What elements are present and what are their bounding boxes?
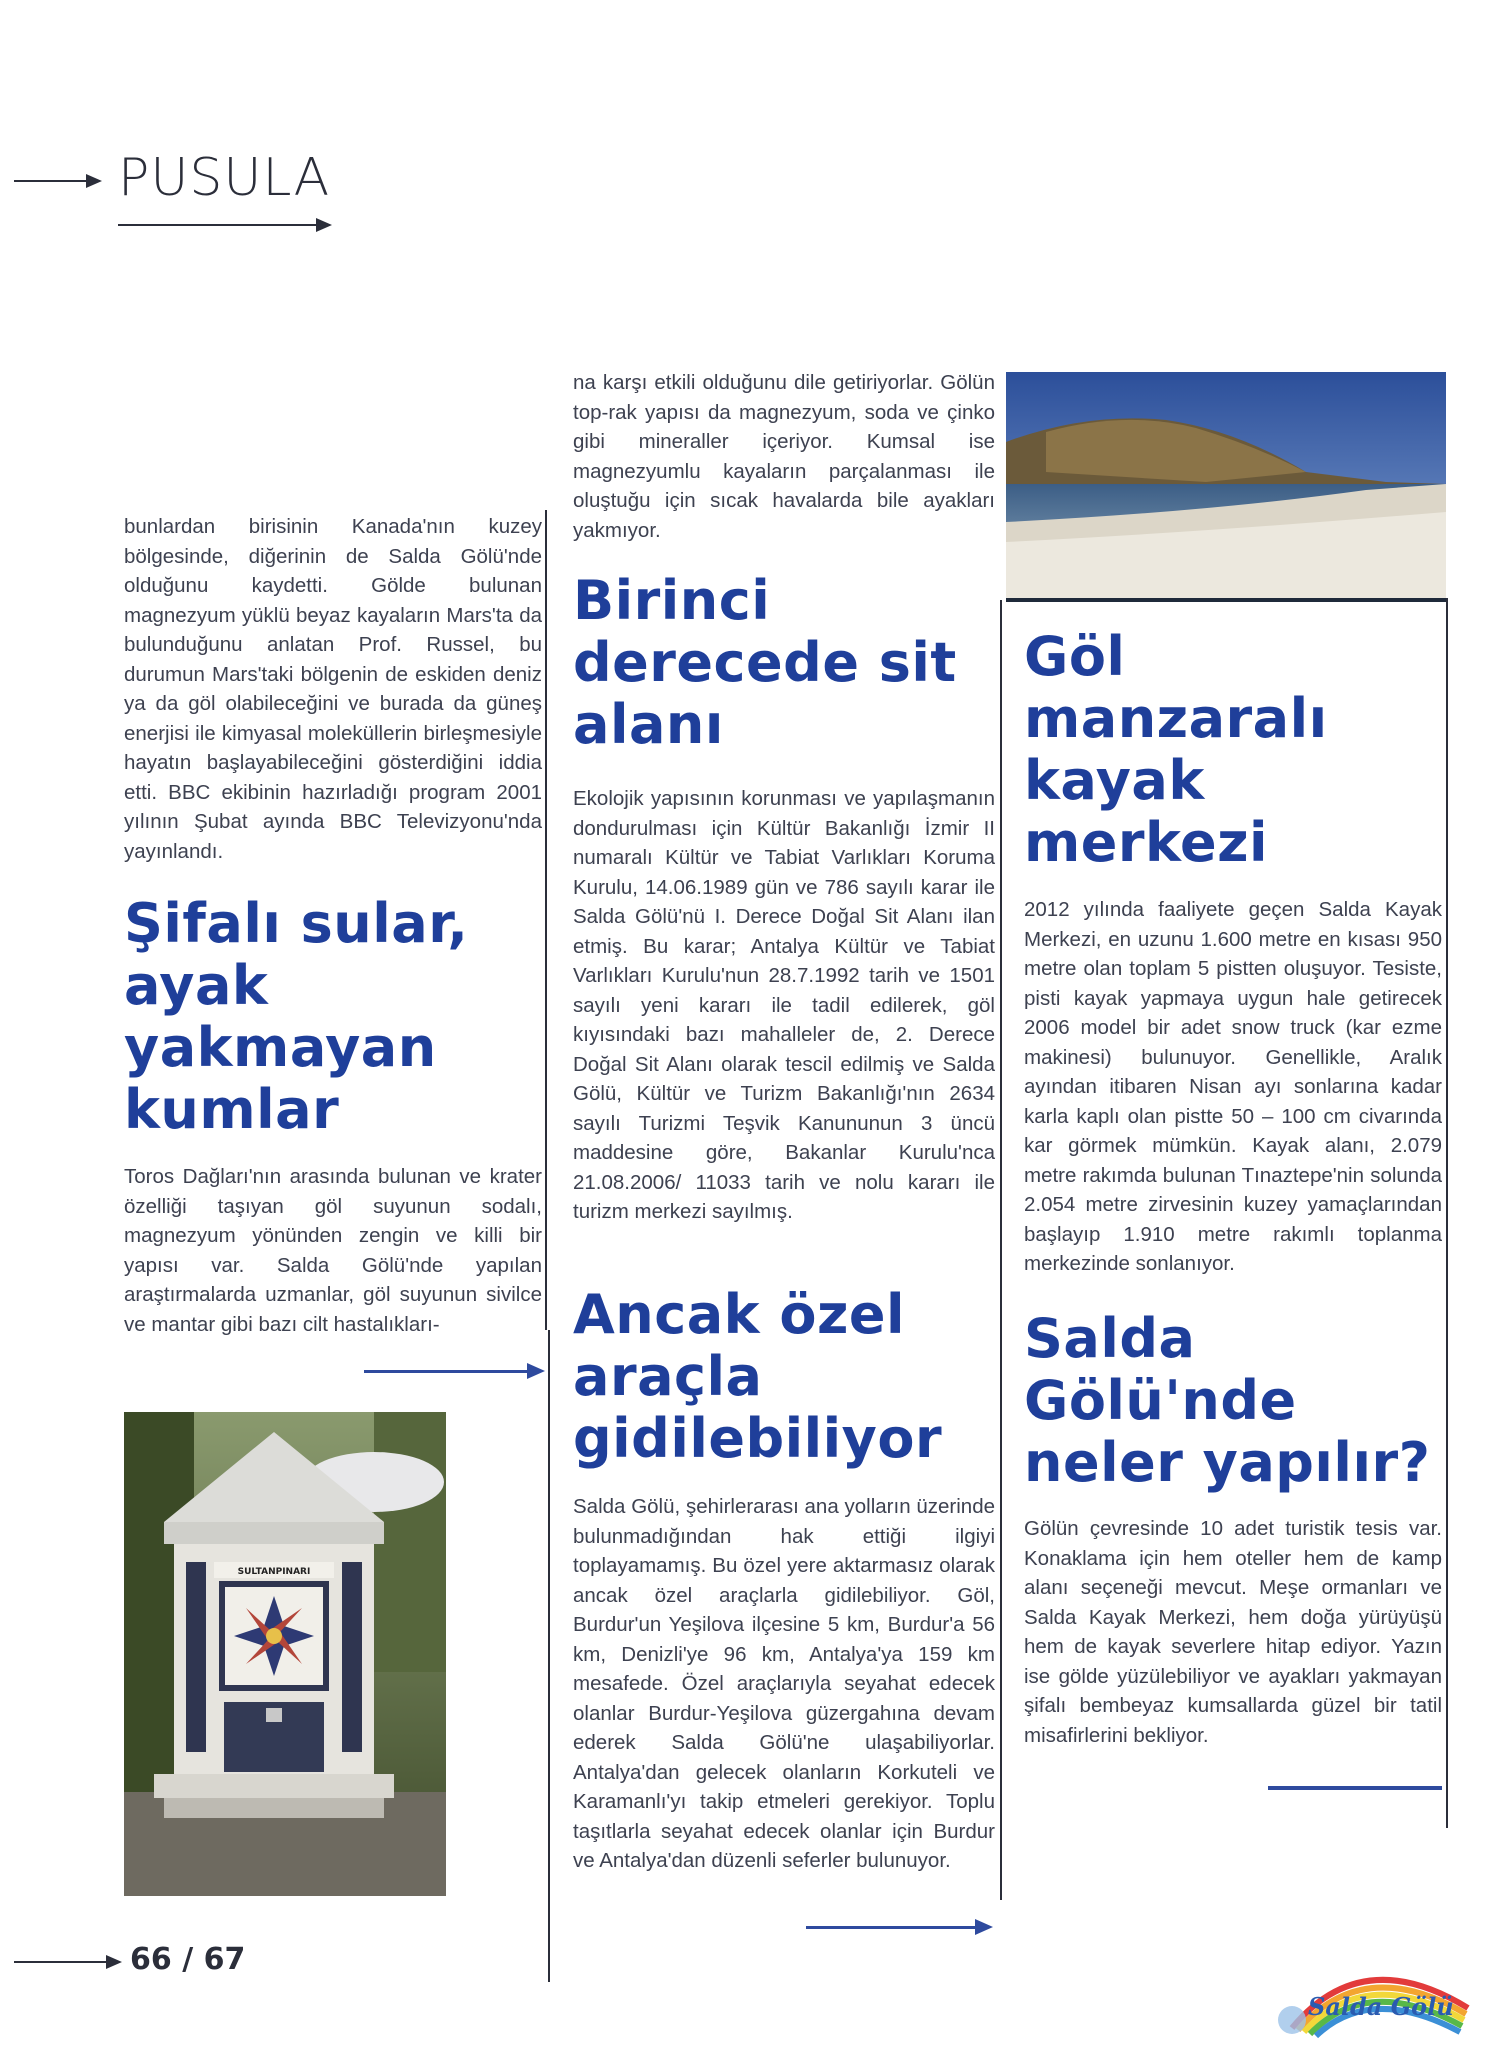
column3-paragraph1: 2012 yılında faaliyete geçen Salda Kayak Merkezi, en uzunu 1.600 metre en kısası 950 metre olan toplam 5 pistten oluşuyor. Tesiste, pisti kayak yapmaya uygun hale getirecek 2006 model bir adet snow truck (kar ezme makinesi) bulunuyor. Genellikle, Aralık ayından itibaren Nisan ayı sonlarına kadar karla kaplı olan pistte 50 – 100 cm civarında kar görmek mümkün. Kayak alanı, 2.079 metre rakımda bulunan Tınaztepe'nin solunda 2.054 metre zirvesinin kuzey yamaçlarından başlayıp 1.910 metre rakımlı toplanma merkezinde sonlanıyor. (1024, 898, 1442, 1275)
logo-text: Salda Gölü (1308, 1992, 1454, 2021)
column2-heading2: Ancak özel araçla gidilebiliyor (573, 1283, 943, 1470)
footer-arrow-line (14, 1961, 108, 1963)
fountain-sign-text: SULTANPINARI (237, 1567, 311, 1577)
column3-end-rule (1268, 1786, 1442, 1790)
column2-divider-left (548, 1330, 550, 1982)
column1-heading: Şifalı sular, ayak yakmayan kumlar (124, 892, 469, 1141)
column1-paragraph2: Toros Dağları'nın arasında bulunan ve krater özelliği taşıyan göl suyunun sodalı, magnezyum yönünden zengin ve killi bir yapısı var. Salda Gölü'nde yapılan araştırmalarda uzmanlar, göl suyunun sivilce ve mantar gibi bazı cilt hastalıkları- (124, 1165, 542, 1336)
header-arrow-icon (86, 174, 102, 188)
page-number: 66 / 67 (130, 1942, 246, 1977)
lake-photo-bottom-bar (1006, 598, 1446, 602)
column2-blue-arrow-line (806, 1926, 976, 1929)
column3-paragraph2: Gölün çevresinde 10 adet turistik tesis var. Konaklama için hem oteller hem de kamp alanı seçeneği mevcut. Meşe ormanları ve Salda Kayak Merkezi, hem doğa yürüyüşü hem de kayak severlere hitap ediyor. Yazın ise gölde yüzülebiliyor ve ayakları yakmayan şifalı bembeyaz kumsallarda güzel bir tatil misafirlerini bekliyor. (1024, 1517, 1442, 1747)
column2-paragraph1: na karşı etkili olduğunu dile getiriyorlar. Gölün top-rak yapısı da magnezyum, soda ve çinko gibi mineraller içeriyor. Kumsal ise magnezyumlu kayaların parçalanması ile oluştuğu için sıcak havalarda bile ayakları yakmıyor. (573, 371, 995, 542)
column2-paragraph3: Salda Gölü, şehirlerarası ana yolların üzerinde bulunmadığından hak ettiği ilgiyi toplayamamış. Bu özel yere aktarmasız olarak ancak özel araçlarla gidilebiliyor. Göl, Burdur'un Yeşilova ilçesine 5 km, Burdur'a 56 km, Denizli'ye 96 km, Antalya'ya 159 km mesafede. Özel araçlarıyla seyahat edecek olanlar Burdur-Yeşilova güzergahına devam ederek Salda Gölü'ne ulaşabiliyorlar. Antalya'dan gelecek olanların Korkuteli ve Karamanlı'yı takip etmeleri gerekiyor. Toplu taşıtlarla seyahat edecek olanlar için Burdur ve Antalya'dan düzenli seferler bulunuyor. (573, 1495, 995, 1872)
column1-paragraph1: bunlardan birisinin Kanada'nın kuzey bölgesinde, diğerinin de Salda Gölü'nde olduğunu kaydetti. Gölde bulunan magnezyum yüklü beyaz kayaların Mars'ta da bulunduğunu anlatan Prof. Russel, bu durumun Mars'taki bölgenin de eskiden deniz ya da göl olabileceğini ve burada da güneş enerjisi ile kimyasal moleküllerin birleşmesiyle hayatın başlayabileceğini gösterdiğini iddia etti. BBC ekibinin hazırladığı program 2001 yılının Şubat ayında BBC Televizyonu'nda yayınlandı. (124, 515, 542, 863)
lake-photo (1006, 372, 1446, 598)
column2-blue-arrow-icon (975, 1919, 993, 1935)
lake-illustration (1006, 372, 1446, 598)
column1-divider (545, 510, 547, 1330)
column1-blue-arrow-icon (527, 1363, 545, 1379)
footer-arrow-icon (106, 1955, 122, 1969)
fountain-illustration (124, 1412, 446, 1896)
column2-divider-right (1000, 600, 1002, 1900)
fountain-photo (124, 1412, 446, 1896)
section-underline (118, 224, 318, 226)
column3-divider-right (1446, 598, 1448, 1828)
column3-heading2: Salda Gölü'nde neler yapılır? (1024, 1307, 1431, 1494)
header-arrow-line (14, 180, 88, 182)
column2-paragraph2: Ekolojik yapısının korunması ve yapılaşmanın dondurulması için Kültür Bakanlığı İzmir II numaralı Kültür ve Tabiat Varlıkları Koruma Kurulu, 14.06.1989 gün ve 786 sayılı karar ile Salda Gölü'nü I. Derece Doğal Sit Alanı ilan etmiş. Bu karar; Antalya Kültür ve Tabiat Varlıkları Kurulu'nun 28.7.1992 tarih ve 1501 sayılı yeni kararı ile tadil edilerek, göl kıyısındaki bazı mahalleler de, 2. Derece Doğal Sit Alanı olarak tescil edilmiş ve Salda Gölü, Kültür ve Turizm Bakanlığı'nın 2634 sayılı Turizmi Teşvik Kanununun 3 üncü maddesine göre, Bakanlar Kurulu'nca 21.08.2006/ 11033 tarih ve nolu kararı ile turizm merkezi sayılmış. (573, 787, 995, 1223)
section-label: PUSULA (118, 148, 331, 208)
column1-blue-arrow-line (364, 1370, 528, 1373)
column2-heading1: Birinci derecede sit alanı (573, 569, 957, 756)
column3-heading1: Göl manzaralı kayak merkezi (1024, 625, 1328, 874)
salda-golu-logo (1272, 1948, 1478, 2044)
section-underline-arrow-icon (316, 218, 332, 232)
